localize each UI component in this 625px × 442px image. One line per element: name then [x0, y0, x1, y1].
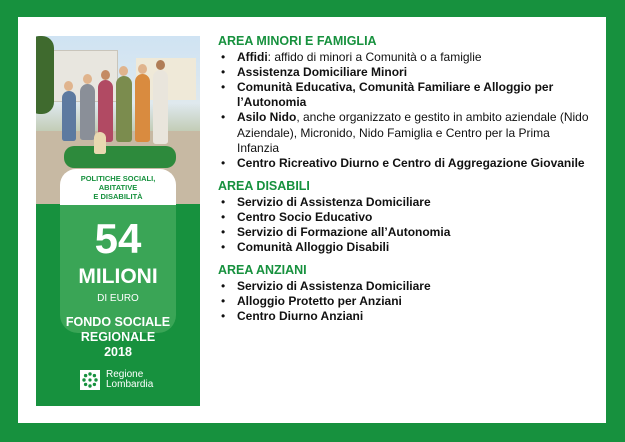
- topic-badge: [60, 169, 176, 205]
- funding-amount-panel: [60, 205, 176, 333]
- services-list: [218, 34, 590, 326]
- area-title: AREA ANZIANI: [218, 263, 307, 278]
- amount-currency: DI EURO: [97, 293, 139, 304]
- service-item: [218, 309, 590, 324]
- service-item: [218, 156, 590, 171]
- service-item: [218, 225, 590, 240]
- area-title: AREA MINORI E FAMIGLIA: [218, 34, 377, 48]
- service-item: [218, 195, 590, 210]
- service-detail: , anche organizzato e gestito in ambito aziendale (Nido Aziendale), Micronido, Nido Famiglia e Centro per la Prima Infanzia: [237, 110, 589, 155]
- area-section: [218, 179, 590, 255]
- badge-line-1: POLITICHE SOCIALI,: [80, 173, 156, 183]
- area-title: AREA DISABILI: [218, 179, 310, 194]
- service-name: Servizio di Formazione all’Autonomia: [237, 225, 451, 240]
- service-item: [218, 50, 590, 65]
- service-name: Centro Diurno Anziani: [237, 309, 364, 324]
- service-item: [218, 294, 590, 309]
- service-name: Servizio di Assistenza Domiciliare: [237, 194, 431, 209]
- service-item: [218, 240, 590, 255]
- service-name: Affidi: [237, 49, 268, 64]
- service-item: [218, 110, 590, 156]
- service-name: Centro Ricreativo Diurno e Centro di Aggregazione Giovanile: [237, 155, 585, 170]
- badge-line-2: ABITATIVE: [98, 182, 138, 192]
- bullet-icon: •: [221, 194, 226, 209]
- bullet-icon: •: [221, 49, 226, 64]
- logo-text-line-2: Lombardia: [106, 379, 154, 390]
- service-name: Assistenza Domiciliare Minori: [237, 64, 408, 79]
- amount-number: 54: [94, 215, 142, 262]
- service-item: [218, 65, 590, 80]
- area-section: [218, 34, 590, 171]
- service-detail: : affido di minori a Comunità o a famiglie: [267, 49, 482, 64]
- service-name: Servizio di Assistenza Domiciliare: [237, 278, 431, 293]
- rosa-camuna-icon: [80, 370, 100, 390]
- bullet-icon: •: [221, 240, 226, 255]
- bullet-icon: •: [221, 225, 226, 240]
- bullet-icon: •: [221, 309, 226, 324]
- bullet-icon: •: [221, 155, 226, 170]
- service-item: [218, 279, 590, 294]
- service-name: Comunità Alloggio Disabili: [237, 240, 390, 255]
- logo-text-line-1: Regione: [106, 369, 144, 380]
- bullet-icon: •: [221, 294, 226, 309]
- logo-text: [106, 370, 153, 390]
- service-list: [218, 279, 590, 325]
- area-section: [218, 263, 590, 324]
- bullet-icon: •: [221, 79, 226, 94]
- service-name: Comunità Educativa, Comunità Familiare e Alloggio per l’Autonomia: [237, 79, 554, 110]
- fund-title-line-1: FONDO SOCIALE: [65, 315, 171, 329]
- service-item: [218, 210, 590, 225]
- bullet-icon: •: [221, 110, 226, 125]
- fund-title-line-2: REGIONALE: [80, 330, 156, 344]
- amount-unit: MILIONI: [78, 265, 158, 288]
- regione-lombardia-logo: [80, 370, 153, 390]
- bullet-icon: •: [221, 278, 226, 293]
- fund-title-line-3: 2018: [104, 345, 132, 359]
- bullet-icon: •: [221, 209, 226, 224]
- service-list: [218, 50, 590, 172]
- bullet-icon: •: [221, 64, 226, 79]
- badge-line-3: E DISABILITÀ: [93, 191, 143, 201]
- campaign-poster: [36, 36, 200, 406]
- fund-title: [36, 315, 200, 360]
- service-name: Asilo Nido: [237, 110, 297, 125]
- service-item: [218, 80, 590, 110]
- service-name: Centro Socio Educativo: [237, 209, 373, 224]
- service-name: Alloggio Protetto per Anziani: [237, 294, 402, 309]
- service-list: [218, 195, 590, 256]
